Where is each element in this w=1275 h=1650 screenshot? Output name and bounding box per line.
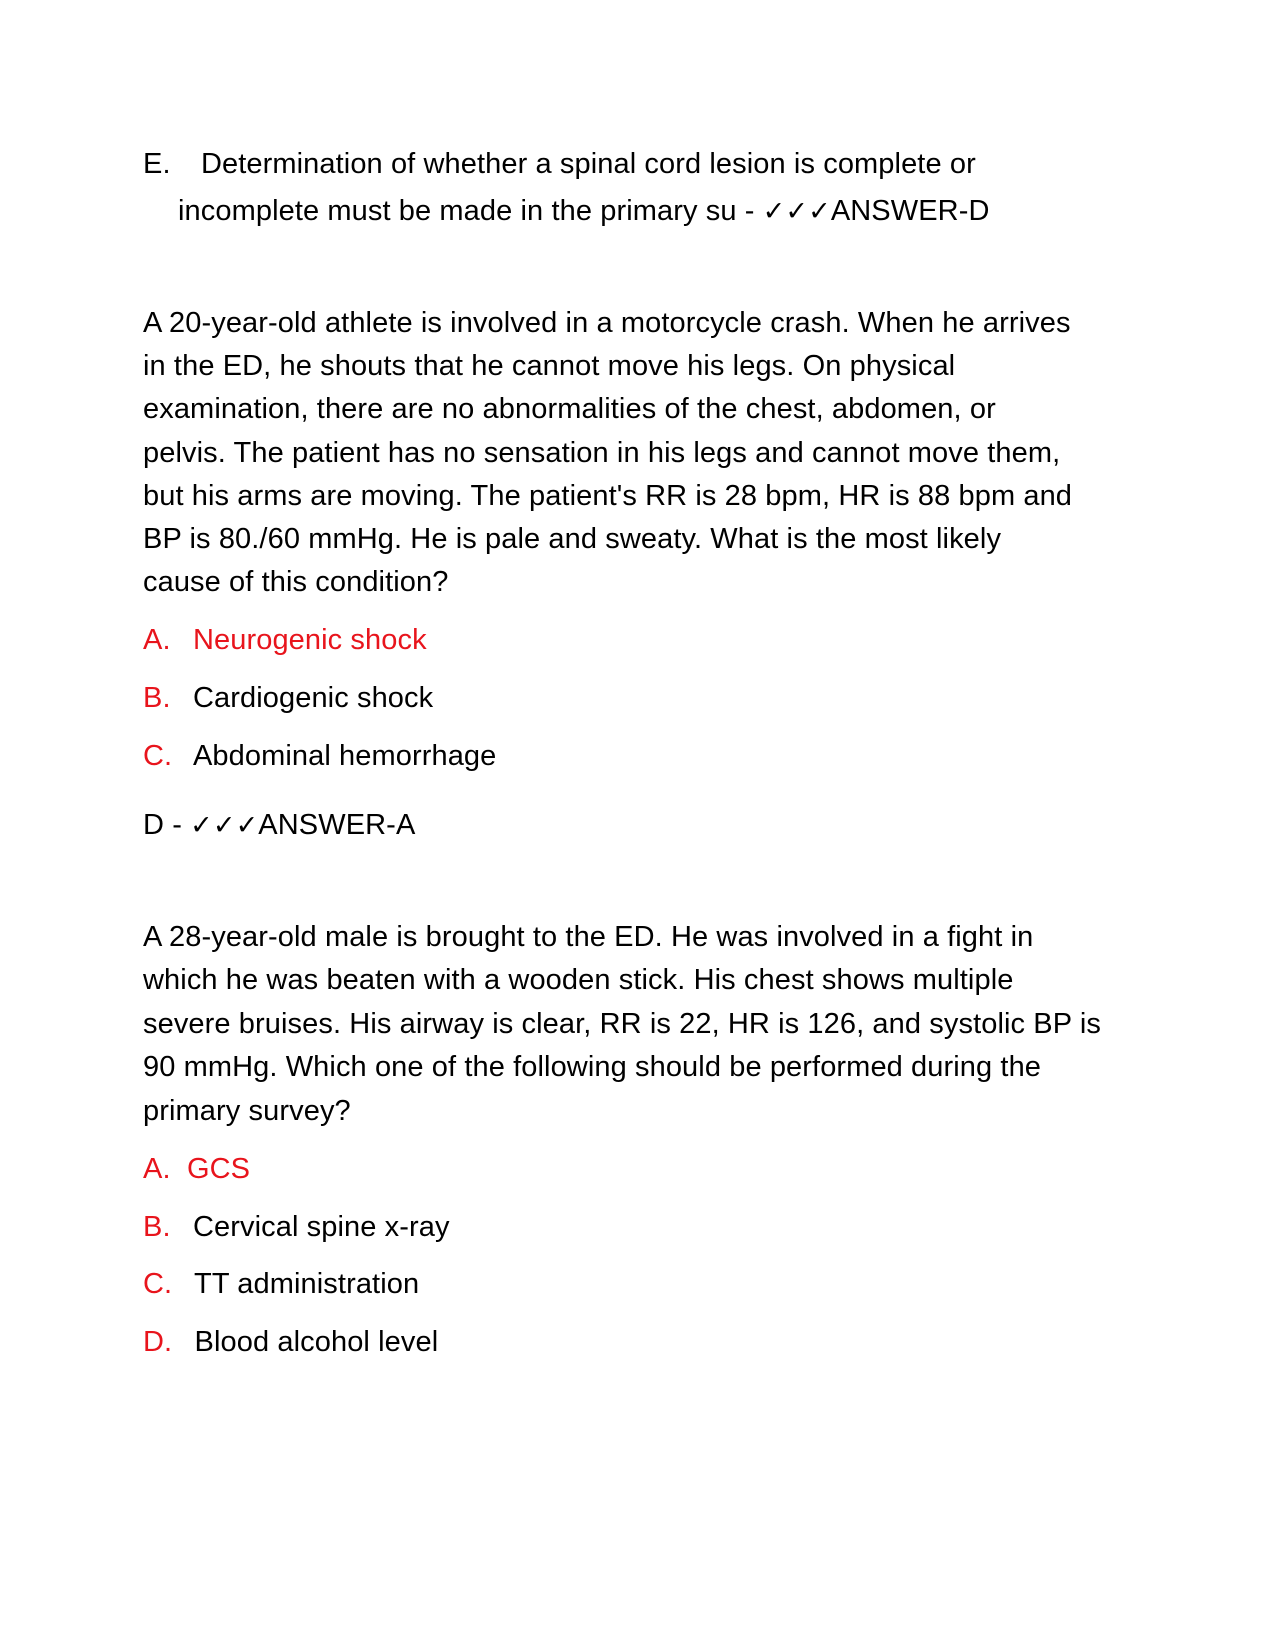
option-label: B.: [143, 1211, 171, 1243]
option-label: A.: [143, 1153, 171, 1185]
option-text: GCS: [186, 1153, 251, 1185]
option-d: [143, 1324, 438, 1360]
question-stem-line: cause of this condition?: [143, 566, 449, 598]
question-stem-line: severe bruises. His airway is clear, RR is 22, HR is 126, and systolic BP is: [143, 1008, 1101, 1040]
option-text: Cervical spine x-ray: [192, 1211, 450, 1243]
prev-option-e-line2: [178, 193, 990, 230]
question-stem-line: 90 mmHg. Which one of the following should be performed during the: [143, 1051, 1042, 1083]
option-text-continued: incomplete must be made in the primary su -: [178, 195, 763, 227]
option-label: C.: [143, 740, 173, 772]
option-text: Blood alcohol level: [194, 1326, 439, 1358]
answer-line: [143, 807, 415, 844]
question-stem-line: primary survey?: [143, 1095, 351, 1127]
prev-option-e-line1: [143, 146, 976, 182]
option-b: [143, 680, 433, 716]
option-label: A.: [143, 624, 171, 656]
answer-text: ANSWER-A: [258, 809, 416, 841]
option-text: Abdominal hemorrhage: [192, 740, 497, 772]
answer-text: ANSWER-D: [830, 195, 990, 227]
checkmark-icon: ✓✓✓: [190, 810, 259, 841]
checkmark-icon: ✓✓✓: [762, 196, 831, 227]
option-c: [143, 1266, 419, 1302]
question-stem-line: A 20-year-old athlete is involved in a motorcycle crash. When he arrives: [143, 307, 1071, 339]
question-stem-line: but his arms are moving. The patient's RR is 28 bpm, HR is 88 bpm and: [143, 480, 1073, 512]
option-text: Cardiogenic shock: [192, 682, 434, 714]
option-text: TT administration: [194, 1268, 420, 1300]
option-b: [143, 1209, 450, 1245]
option-a: [143, 622, 427, 658]
option-label: B.: [143, 682, 171, 714]
option-text: Neurogenic shock: [192, 624, 427, 656]
question-stem-line: pelvis. The patient has no sensation in his legs and cannot move them,: [143, 437, 1061, 469]
question-stem-line: in the ED, he shouts that he cannot move his legs. On physical: [143, 350, 956, 382]
option-label: E.: [143, 148, 171, 180]
option-label: D.: [143, 1326, 173, 1358]
option-label: C.: [143, 1268, 173, 1300]
answer-prefix: D -: [143, 809, 191, 841]
question-stem-line: BP is 80./60 mmHg. He is pale and sweaty. What is the most likely: [143, 523, 1002, 555]
question-stem-line: examination, there are no abnormalities of the chest, abdomen, or: [143, 393, 996, 425]
question-stem-line: which he was beaten with a wooden stick. His chest shows multiple: [143, 964, 1014, 996]
option-c: [143, 738, 496, 774]
option-text: Determination of whether a spinal cord lesion is complete or: [200, 148, 976, 180]
question-stem-line: A 28-year-old male is brought to the ED. He was involved in a fight in: [143, 921, 1034, 953]
option-a: [143, 1151, 250, 1187]
